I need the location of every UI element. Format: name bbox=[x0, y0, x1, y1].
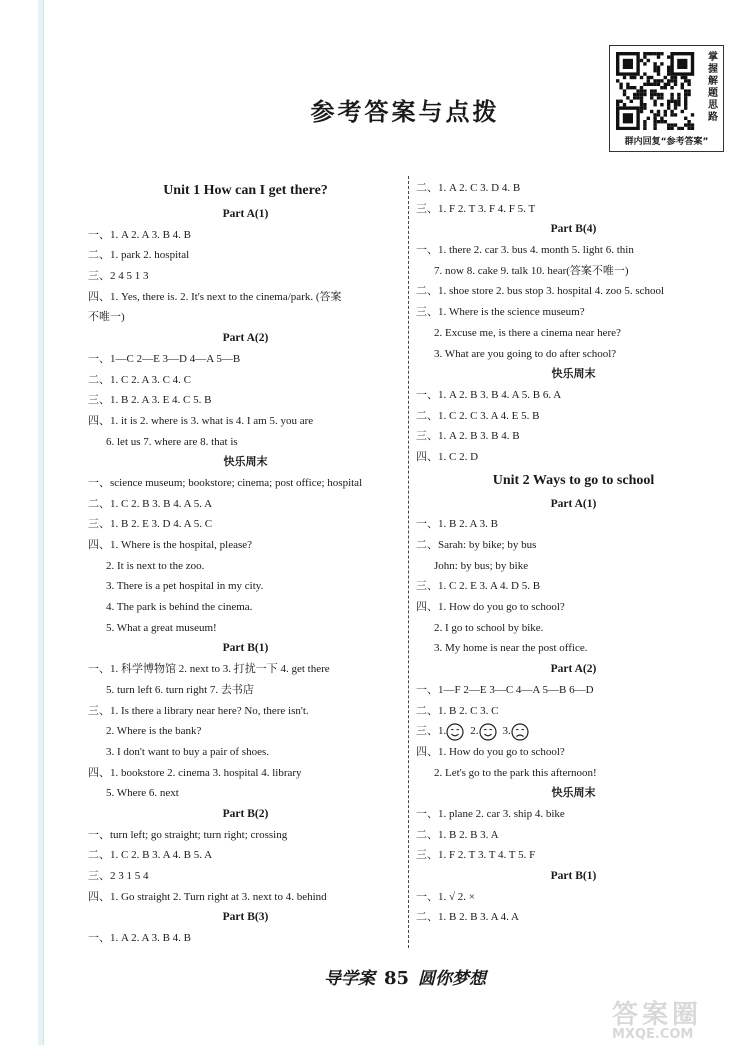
page-title: 参考答案与点拨 bbox=[310, 98, 500, 126]
watermark-url: MXQE.COM bbox=[612, 1027, 694, 1042]
answer-line: 二、1. C 2. B 3. B 4. A 5. A bbox=[88, 497, 213, 510]
footer-slogan: 圆你梦想 bbox=[417, 969, 486, 989]
faces-prefix: 三、1. bbox=[416, 725, 447, 738]
section-heading: Part B(4) bbox=[550, 223, 597, 236]
answer-line-indented: 5. turn left 6. turn right 7. 去书店 bbox=[106, 683, 254, 696]
answer-line: 三、1. C 2. E 3. A 4. D 5. B bbox=[416, 580, 541, 593]
answer-line-indented: 2. It is next to the zoo. bbox=[106, 559, 205, 572]
answer-line: 一、1. √ 2. × bbox=[416, 890, 475, 903]
answer-line-faces bbox=[416, 721, 731, 742]
section-heading: Part A(1) bbox=[222, 208, 269, 220]
section-heading: Part A(2) bbox=[222, 332, 269, 345]
answer-line: 一、1. A 2. A 3. B 4. B bbox=[88, 932, 191, 945]
answer-line: 二、1. shoe store 2. bus stop 3. hospital 4. zoo 5. school bbox=[416, 285, 665, 298]
section-heading: Part B(1) bbox=[550, 870, 597, 882]
answer-line: 二、Sarah: by bike; by bus bbox=[416, 539, 537, 551]
answer-line-indented: 2. Excuse me, is there a cinema near here? bbox=[434, 326, 621, 339]
page-number: 85 bbox=[383, 968, 410, 989]
answer-line-indented: 3. My home is near the post office. bbox=[434, 642, 588, 655]
answer-line: 二、1. B 2. B 3. A 4. A bbox=[416, 911, 519, 924]
smiley-face-icon bbox=[479, 723, 497, 741]
column-divider bbox=[408, 176, 409, 948]
answer-line-indented: 2. I go to school by bike. bbox=[434, 621, 544, 634]
answer-line: 三、1. B 2. A 3. E 4. C 5. B bbox=[88, 394, 212, 407]
sad-face-icon bbox=[511, 723, 529, 741]
unit-heading: Unit 1 How can I get there? bbox=[163, 183, 328, 198]
qr-caption: 群内回复“参考答案” bbox=[624, 137, 709, 147]
answer-line-indented: 2. Let's go to the park this afternoon! bbox=[434, 766, 597, 779]
watermark-text: 答案圈 bbox=[612, 1000, 703, 1030]
answer-line: 二、1. B 2. B 3. A bbox=[416, 828, 499, 841]
answer-line: 二、1. B 2. C 3. C bbox=[416, 704, 499, 717]
weekend-heading: 快乐周末 bbox=[551, 786, 596, 800]
answer-line-indented: 3. I don't want to buy a pair of shoes. bbox=[106, 745, 269, 758]
answer-line: 一、1. plane 2. car 3. ship 4. bike bbox=[416, 807, 565, 820]
weekend-heading: 快乐周末 bbox=[551, 367, 596, 381]
smiley-face-icon bbox=[446, 723, 464, 741]
answer-line: 三、2 4 5 1 3 bbox=[88, 270, 149, 283]
answer-line: 四、1. How do you go to school? bbox=[416, 601, 565, 614]
right-column bbox=[416, 178, 731, 928]
answer-line: 一、1. 科学博物馆 2. next to 3. 打扰一下 4. get there bbox=[88, 663, 330, 676]
page-margin-strip bbox=[38, 0, 44, 1045]
answer-line: 二、1. park 2. hospital bbox=[88, 249, 190, 262]
answer-line-indented: 5. Where 6. next bbox=[106, 787, 179, 800]
answer-line-indented: 5. What a great museum! bbox=[106, 621, 217, 634]
answer-line-indented: 3. What are you going to do after school? bbox=[434, 347, 617, 360]
answer-line: 三、1. B 2. E 3. D 4. A 5. C bbox=[88, 518, 213, 531]
answer-line: 四、1. How do you go to school? bbox=[416, 745, 565, 758]
answer-line: 一、1. A 2. B 3. B 4. A 5. B 6. A bbox=[416, 388, 562, 401]
answer-line: 四、1. it is 2. where is 3. what is 4. I am 5. you are bbox=[88, 414, 314, 427]
answer-line: 一、1. A 2. A 3. B 4. B bbox=[88, 228, 191, 241]
answer-line: 一、1—F 2—E 3—C 4—A 5—B 6—D bbox=[416, 683, 594, 696]
answer-line: 三、1. Where is the science museum? bbox=[416, 306, 585, 319]
answer-line-indented: 7. now 8. cake 9. talk 10. hear(答案不唯一) bbox=[434, 264, 629, 277]
weekend-heading: 快乐周末 bbox=[223, 455, 268, 469]
answer-line: 四、1. C 2. D bbox=[416, 450, 479, 463]
section-heading: Part B(1) bbox=[222, 642, 269, 655]
answer-line: 不唯一) bbox=[88, 311, 125, 324]
section-heading: Part B(2) bbox=[222, 807, 269, 820]
qr-side-text: 掌握解题思路 bbox=[708, 52, 718, 123]
answer-line: 三、2 3 1 5 4 bbox=[88, 870, 149, 882]
answer-line-indented: 6. let us 7. where are 8. that is bbox=[106, 435, 238, 448]
answer-line: 二、1. C 2. A 3. C 4. C bbox=[88, 373, 191, 386]
watermark bbox=[612, 994, 742, 1042]
faces-number: 3. bbox=[502, 725, 511, 738]
answer-line: 一、turn left; go straight; turn right; crossing bbox=[88, 828, 288, 841]
section-heading: Part A(1) bbox=[550, 497, 597, 510]
answer-line-indented: 3. There is a pet hospital in my city. bbox=[106, 580, 264, 593]
answer-line: 四、1. bookstore 2. cinema 3. hospital 4. library bbox=[88, 766, 302, 779]
section-heading: Part A(2) bbox=[550, 663, 597, 676]
answer-line-indented: 4. The park is behind the cinema. bbox=[106, 601, 253, 614]
answer-line: 二、1. C 2. C 3. A 4. E 5. B bbox=[416, 409, 540, 422]
answer-line: 一、science museum; bookstore; cinema; post office; hospital bbox=[88, 476, 363, 489]
page-footer bbox=[0, 964, 750, 989]
left-column bbox=[88, 178, 403, 949]
answer-line: 二、1. C 2. B 3. A 4. B 5. A bbox=[88, 849, 213, 862]
answer-line: 三、1. F 2. T 3. F 4. F 5. T bbox=[416, 202, 536, 215]
answer-line: 四、1. Yes, there is. 2. It's next to the cinema/park. (答案 bbox=[88, 290, 342, 303]
answer-line-indented: 2. Where is the bank? bbox=[106, 725, 202, 738]
answer-line: 三、1. F 2. T 3. T 4. T 5. F bbox=[416, 849, 536, 862]
answer-line: 四、1. Go straight 2. Turn right at 3. next to 4. behind bbox=[88, 890, 327, 903]
answer-line: 一、1. B 2. A 3. B bbox=[416, 518, 498, 531]
answer-line: 三、1. Is there a library near here? No, there isn't. bbox=[88, 704, 309, 717]
answer-line: 二、1. A 2. C 3. D 4. B bbox=[416, 182, 521, 194]
answer-line: 一、1—C 2—E 3—D 4—A 5—B bbox=[88, 352, 241, 365]
answer-line: 一、1. there 2. car 3. bus 4. month 5. light 6. thin bbox=[416, 244, 634, 257]
answer-line: 三、1. A 2. B 3. B 4. B bbox=[416, 430, 520, 443]
unit-heading: Unit 2 Ways to go to school bbox=[492, 472, 655, 488]
section-heading: Part B(3) bbox=[222, 911, 269, 924]
answer-line-indented: John: by bus; by bike bbox=[434, 559, 529, 572]
answer-line: 四、1. Where is the hospital, please? bbox=[88, 539, 253, 551]
faces-number: 2. bbox=[470, 725, 479, 738]
footer-brand: 导学案 bbox=[324, 969, 376, 989]
